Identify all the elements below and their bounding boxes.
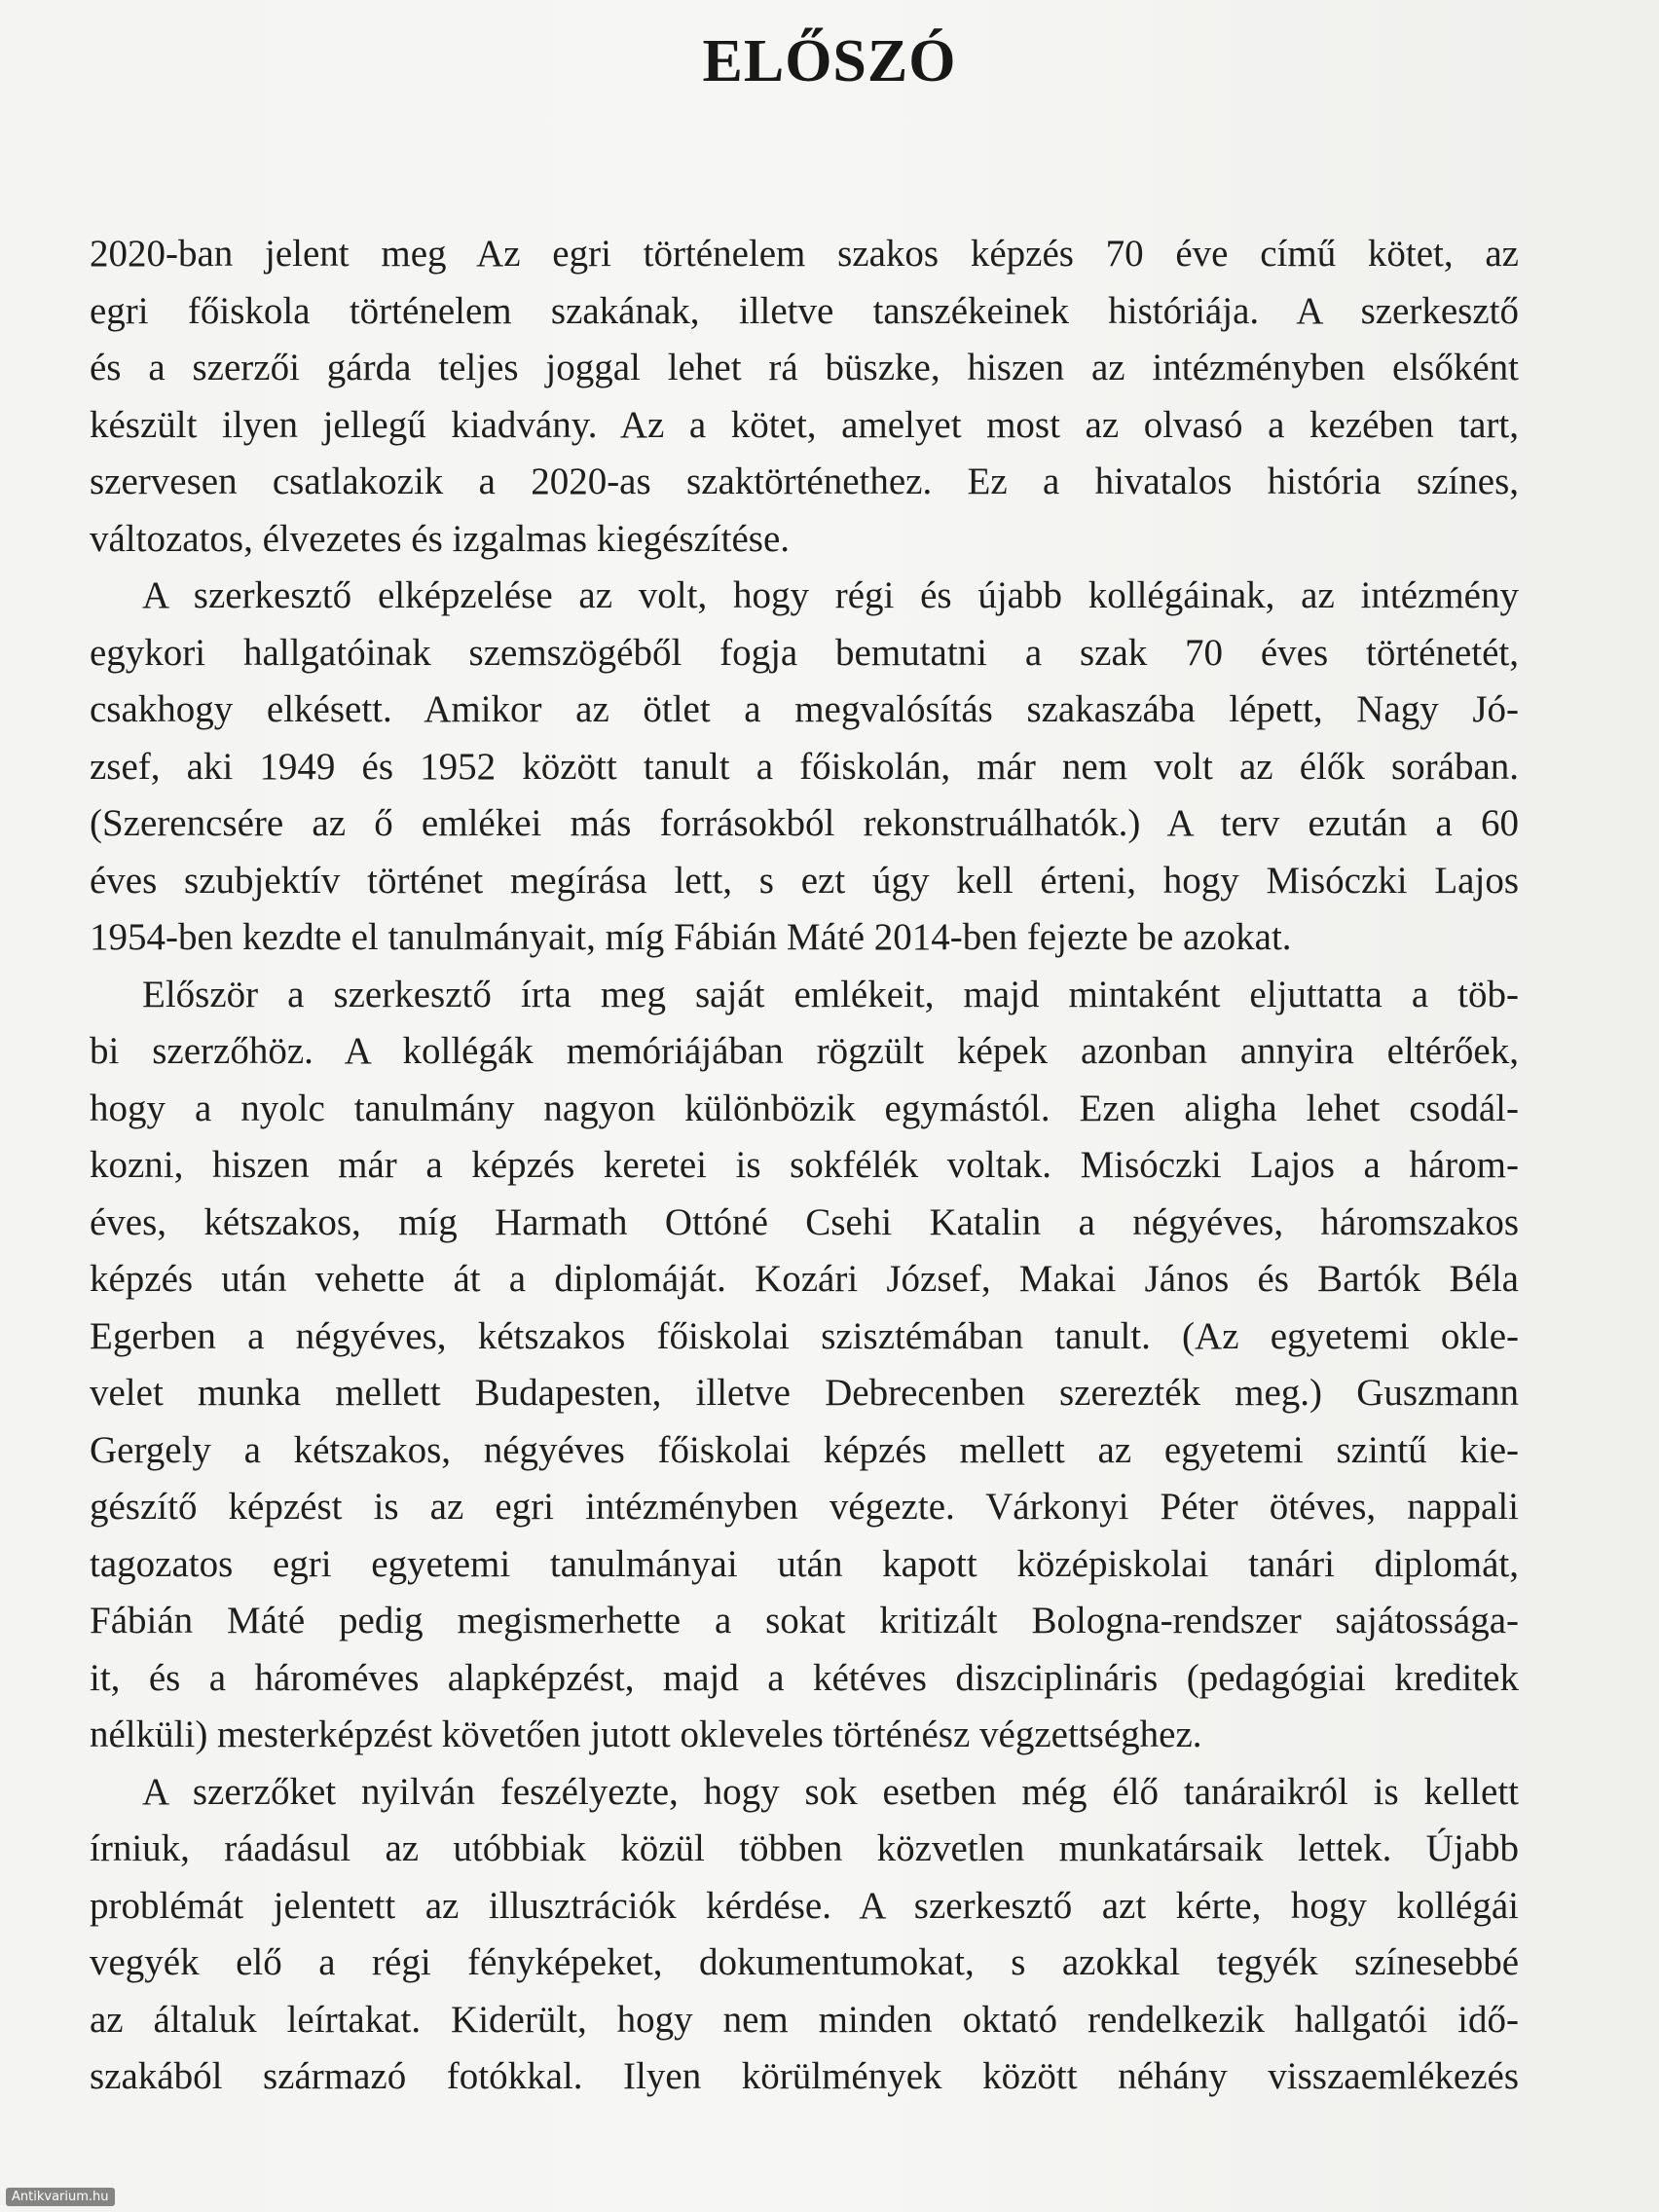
text-line: készült ilyen jellegű kiadvány. Az a kötet, amelyet most az olvasó a kezében tart, bbox=[90, 403, 1519, 446]
text-line: éves szubjektív történet megírása lett, s ezt úgy kell érteni, hogy Misóczki Lajos bbox=[90, 859, 1519, 902]
text-line: A szerkesztő elképzelése az volt, hogy régi és újabb kollégáinak, az intézmény bbox=[142, 574, 1519, 616]
paragraph-4 bbox=[90, 1764, 1519, 2106]
text-line: az általuk leírtakat. Kiderült, hogy nem minden oktató rendelkezik hallgatói idő- bbox=[90, 1998, 1519, 2041]
text-line: Gergely a kétszakos, négyéves főiskolai képzés mellett az egyetemi szintű kie- bbox=[90, 1428, 1519, 1471]
text-line: Fábián Máté pedig megismerhette a sokat kritizált Bologna-rendszer sajátossága- bbox=[90, 1600, 1519, 1641]
text-line: kozni, hiszen már a képzés keretei is sokfélék voltak. Misóczki Lajos a három- bbox=[90, 1144, 1519, 1186]
text-line: gészítő képzést is az egri intézményben végezte. Várkonyi Péter ötéves, nappali bbox=[90, 1486, 1519, 1528]
text-line: képzés után vehette át a diplomáját. Kozári József, Makai János és Bartók Béla bbox=[90, 1258, 1519, 1300]
paragraph-1 bbox=[90, 226, 1519, 568]
text-line: problémát jelentett az illusztrációk kérdése. A szerkesztő azt kérte, hogy kollégái bbox=[90, 1884, 1519, 1927]
body-text bbox=[90, 226, 1519, 2106]
paragraph-2 bbox=[90, 568, 1519, 967]
text-line: it, és a hároméves alapképzést, majd a kétéves diszciplináris (pedagógiai kreditek bbox=[90, 1656, 1519, 1699]
text-line: nélküli) mesterképzést követően jutott okleveles történész végzettséghez. bbox=[90, 1714, 1202, 1755]
text-line: vegyék elő a régi fényképeket, dokumentumokat, s azokkal tegyék színesebbé bbox=[90, 1941, 1519, 1983]
text-line: írniuk, ráadásul az utóbbiak közül többen közvetlen munkatársaik lettek. Újabb bbox=[90, 1827, 1519, 1869]
text-line: csakhogy elkésett. Amikor az ötlet a megvalósítás szakaszába lépett, Nagy Jó- bbox=[90, 688, 1519, 730]
text-line: 2020-ban jelent meg Az egri történelem szakos képzés 70 éve című kötet, az bbox=[90, 233, 1519, 275]
text-line: változatos, élvezetes és izgalmas kiegészítése. bbox=[90, 517, 791, 560]
text-line: szervesen csatlakozik a 2020-as szaktörténethez. Ez a hivatalos história színes, bbox=[90, 461, 1519, 502]
text-line: A szerzőket nyilván feszélyezte, hogy sok esetben még élő tanáraikról is kellett bbox=[142, 1770, 1519, 1813]
text-line: bi szerzőhöz. A kollégák memóriájában rögzült képek azonban annyira eltérőek, bbox=[90, 1030, 1519, 1072]
text-line: szakából származó fotókkal. Ilyen körülmények között néhány visszaemlékezés bbox=[90, 2055, 1519, 2097]
text-line: éves, kétszakos, míg Harmath Ottóné Csehi Katalin a négyéves, háromszakos bbox=[90, 1200, 1519, 1243]
text-line: zsef, aki 1949 és 1952 között tanult a főiskolán, már nem volt az élők sorában. bbox=[90, 745, 1519, 788]
text-line: velet munka mellett Budapesten, illetve Debrecenben szerezték meg.) Guszmann bbox=[90, 1372, 1519, 1414]
text-line: Egerben a négyéves, kétszakos főiskolai szisztémában tanult. (Az egyetemi okle- bbox=[90, 1314, 1519, 1357]
text-line: tagozatos egri egyetemi tanulmányai után kapott középiskolai tanári diplomát, bbox=[90, 1542, 1519, 1585]
text-line: egri főiskola történelem szakának, illetve tanszékeinek históriája. A szerkesztő bbox=[90, 289, 1519, 332]
paragraph-3 bbox=[90, 967, 1519, 1764]
text-line: 1954-ben kezdte el tanulmányait, míg Fábián Máté 2014-ben fejezte be azokat. bbox=[90, 916, 1292, 958]
page-title: ELŐSZÓ bbox=[702, 28, 957, 94]
text-line: Először a szerkesztő írta meg saját emlékeit, majd mintaként eljuttatta a töb- bbox=[142, 973, 1519, 1015]
text-line: (Szerencsére az ő emlékei más forrásokból rekonstruálhatók.) A terv ezután a 60 bbox=[90, 802, 1519, 844]
watermark: Antikvarium.hu bbox=[6, 2188, 115, 2206]
text-line: hogy a nyolc tanulmány nagyon különbözik egymástól. Ezen aligha lehet csodál- bbox=[90, 1087, 1519, 1129]
text-line: egykori hallgatóinak szemszögéből fogja bemutatni a szak 70 éves történetét, bbox=[90, 631, 1519, 674]
text-line: és a szerzői gárda teljes joggal lehet rá büszke, hiszen az intézményben elsőként bbox=[90, 347, 1519, 388]
